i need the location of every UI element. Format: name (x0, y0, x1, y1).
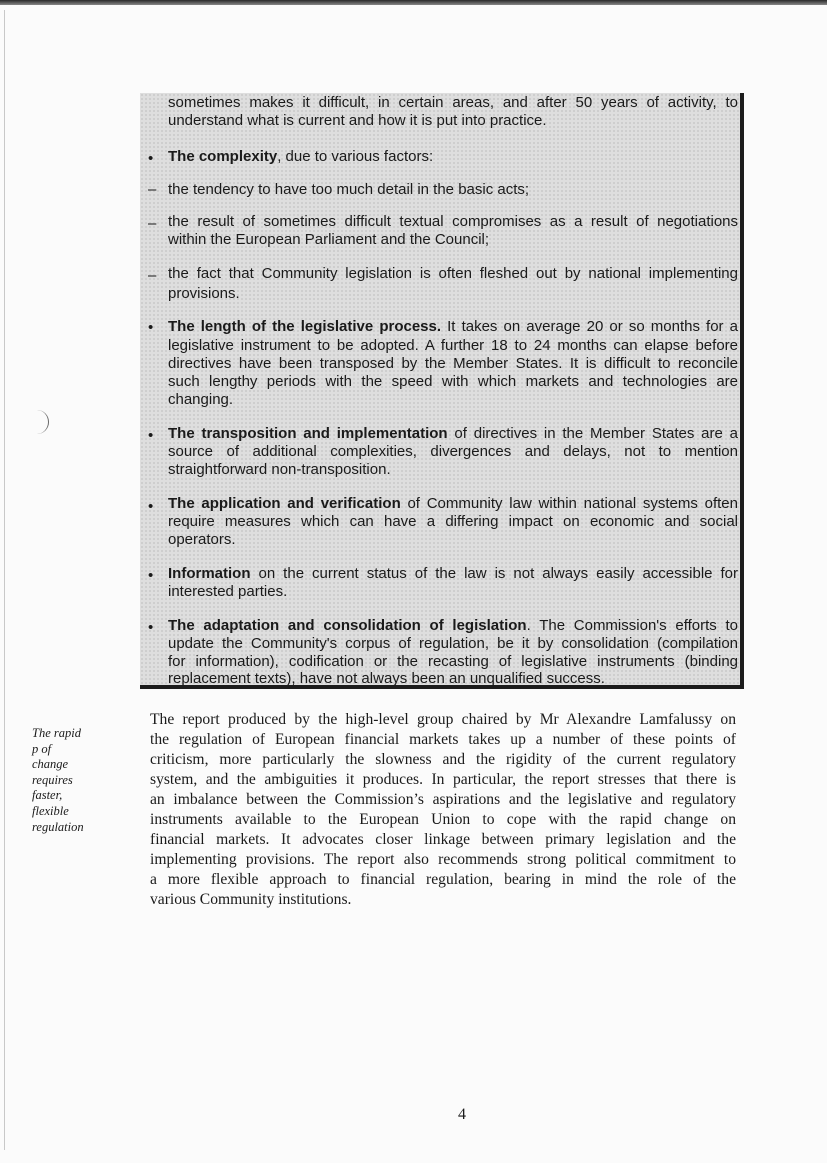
application-item: operators. (168, 531, 236, 548)
paragraph-line: the regulation of European financial markets takes up a number of these points of (150, 731, 736, 748)
transposition-item: The transposition and implementation of directives in the Member States are a (168, 425, 739, 442)
adaptation-item: update the Community's corpus of regulation, be it by consolidation (compilation (168, 635, 738, 652)
bullet: • (148, 619, 154, 636)
length-item: such lengthy periods with the speed with which markets and technologies are (168, 373, 738, 390)
bullet: • (148, 427, 154, 444)
transposition-item: source of additional complexities, divergences and delays, not to mention (168, 443, 738, 460)
complexity-item: The complexity, due to various factors: (168, 148, 434, 165)
adaptation-item: for information), codification or the recasting of legislative instruments (binding (168, 653, 738, 670)
box-intro-line: sometimes makes it difficult, in certain areas, and after 50 years of activity, to (168, 94, 738, 111)
scan-edge (4, 10, 5, 1150)
box-intro-line: understand what is current and how it is put into practice. (168, 112, 547, 129)
bullet: • (148, 319, 154, 336)
dash: – (148, 267, 157, 284)
paragraph-line: an imbalance between the Commission’s aspirations and the legislative and regulatory (150, 791, 736, 808)
dash-item: within the European Parliament and the Council; (168, 231, 490, 248)
dash-item: the result of sometimes difficult textual compromises as a result of negotiations (168, 213, 738, 230)
length-item: changing. (168, 391, 234, 408)
page-number: 4 (458, 1106, 466, 1123)
paragraph-line: instruments available to the European Union to cope with the rapid change on (150, 811, 736, 828)
paragraph-line: financial markets. It advocates closer linkage between primary legislation and the (150, 831, 736, 848)
application-item: require measures which can have a differing impact on economic and social (168, 513, 738, 530)
information-item: Information on the current status of the law is not always easily accessible for (168, 565, 738, 582)
dash-item: the fact that Community legislation is often fleshed out by national implementing (168, 265, 738, 282)
adaptation-item: replacement texts), have not always been an unqualified success. (168, 670, 605, 687)
margin-note: The rapid p of change requires faster, flexible regulation (32, 726, 84, 834)
dash: – (148, 215, 157, 232)
bullet: • (148, 498, 154, 515)
length-item: directives have been transposed by the Member States. It is difficult to reconcile (168, 355, 738, 372)
bullet: • (148, 150, 154, 167)
adaptation-item: The adaptation and consolidation of legislation. The Commission's efforts to (168, 617, 738, 634)
scan-mark (34, 410, 49, 434)
transposition-item: straightforward non-transposition. (168, 461, 391, 478)
bullet: • (148, 567, 154, 584)
dash-item: the tendency to have too much detail in the basic acts; (168, 181, 530, 198)
length-item: legislative instrument to be adopted. A further 18 to 24 months can elapse before (168, 337, 738, 354)
dash: – (148, 181, 157, 198)
top-rule (0, 0, 827, 5)
information-item: interested parties. (168, 583, 288, 600)
dash-item: provisions. (168, 285, 240, 302)
length-item: The length of the legislative process. It takes on average 20 or so months for a (168, 318, 738, 335)
paragraph-line: system, and the ambiguities it produces. In particular, the report stresses that there is (150, 771, 736, 788)
paragraph-line: criticism, more particularly the slowness and the rigidity of the current regulatory (150, 751, 736, 768)
paragraph-line: The report produced by the high-level group chaired by Mr Alexandre Lamfalussy on (150, 711, 736, 728)
paragraph-line: implementing provisions. The report also recommends strong political commitment to (150, 851, 736, 868)
application-item: The application and verification of Community law within national systems often (168, 495, 738, 512)
paragraph-line: a more flexible approach to financial regulation, bearing in mind the role of the (150, 871, 736, 888)
paragraph-line: various Community institutions. (150, 891, 352, 908)
